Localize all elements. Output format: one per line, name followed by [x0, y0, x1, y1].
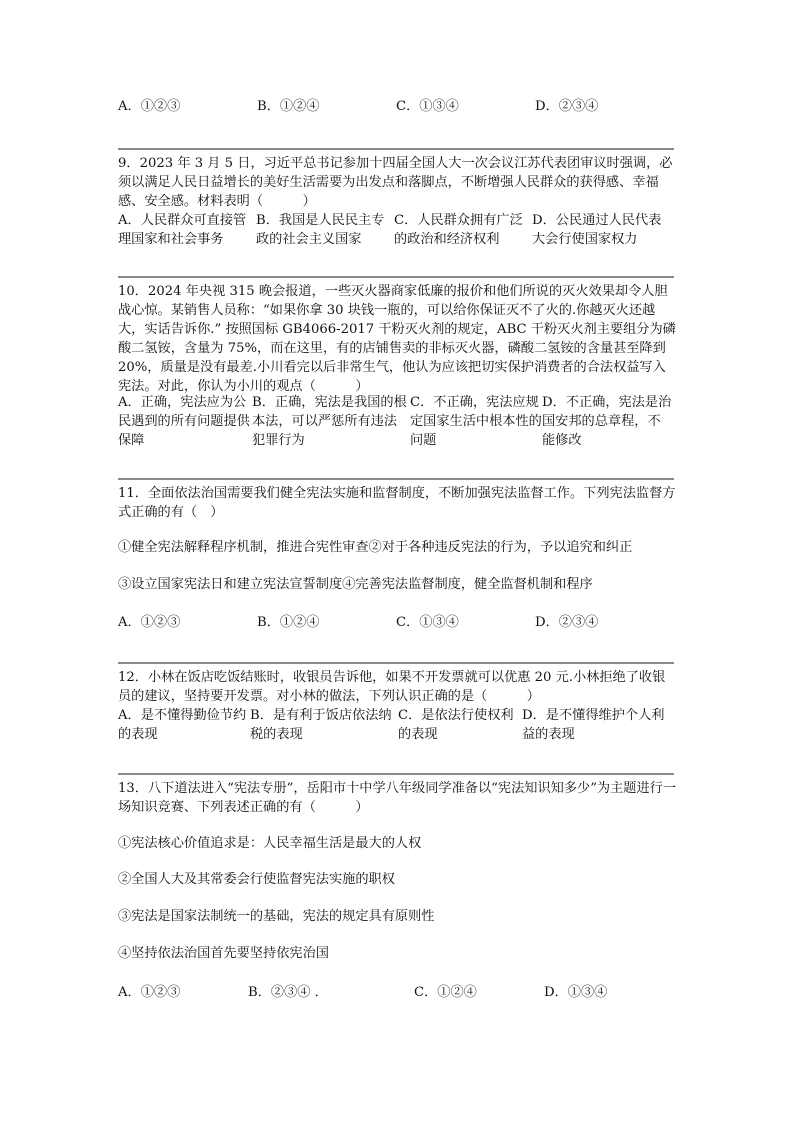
q13-item-2: ②全国人大及其常委会行使监督宪法实施的职权 — [118, 872, 395, 887]
q10-option-a[interactable]: A．正确，宪法应为公民遇到的所有问题提供保障 — [118, 395, 250, 448]
q13-item-4: ④坚持依法治国首先要坚持依宪治国 — [118, 946, 329, 961]
q11-item-1: ①健全宪法解释程序机制，推进合宪性审查②对于各种违反宪法的行为，予以追究和纠正 — [118, 540, 633, 555]
q8-options — [118, 97, 674, 116]
q13-option-a[interactable]: A．①②③ — [118, 985, 181, 1000]
divider — [118, 478, 674, 480]
q13-option-c[interactable]: C．①②④ — [414, 985, 477, 1000]
divider — [118, 148, 674, 150]
divider — [118, 773, 674, 775]
q13-options — [118, 983, 654, 1002]
q9-option-a[interactable]: A．人民群众可直接管理国家和社会事务 — [118, 213, 247, 247]
q9-option-b[interactable]: B．我国是人民民主专政的社会主义国家 — [256, 213, 385, 247]
divider — [118, 662, 674, 664]
q10-option-d[interactable]: D．不正确，宪法是治国安邦的总章程，不能修改 — [542, 395, 672, 448]
q12-option-c[interactable]: C．是依法行使权利的表现 — [398, 708, 514, 742]
q8-option-c[interactable]: C．①③④ — [396, 99, 459, 114]
q8-option-a[interactable]: A．①②③ — [118, 99, 181, 114]
q11-option-d[interactable]: D．②③④ — [535, 615, 599, 630]
q12-stem: 12．小林在饭店吃饭结账时，收银员告诉他，如果不开发票就可以优惠 20 元.小林拒绝了收银员的建议，坚持要开发票。对小林的做法，下列认识正确的是（ ） — [118, 670, 666, 704]
q9-option-c[interactable]: C．人民群众拥有广泛的政治和经济权利 — [394, 213, 523, 247]
q11-option-a[interactable]: A．①②③ — [118, 615, 181, 630]
q10-stem: 10．2024 年央视 315 晚会报道，一些灭火器商家低廉的报价和他们所说的灭火效果却令人胆战心惊。某销售人员称：“如果你拿 30 块钱一瓶的，可以给你保证灭不了火的.你越灭火还越大，实话告诉你.” 按照国标 GB4066-2017 干粉灭火剂的规定，ABC 干粉灭火剂主要组分为磷酸二氢铵，含量为 75%，而在这里，有的店铺售卖的非标灭火器，磷酸二氢铵的含量甚至降到 20%，质量是没有最差.小川看完以后非常生气，他认为应该把切实保护消费者的合法权益写入宪法。对此，你认为小川的观点（ ） — [118, 284, 676, 394]
q11-options — [118, 613, 674, 632]
q13-item-1: ①宪法核心价值追求是：人民幸福生活是最大的人权 — [118, 836, 422, 851]
q9-options — [118, 211, 672, 249]
q11-option-b[interactable]: B．①②④ — [257, 615, 320, 630]
q8-option-d[interactable]: D．②③④ — [535, 99, 599, 114]
q11-option-c[interactable]: C．①③④ — [396, 615, 459, 630]
q13-stem: 13．八下道法进入“宪法专册”，岳阳市十中学八年级同学准备以“宪法知识知多少”为主题进行一场知识竞赛、下列表述正确的有（ ） — [118, 781, 677, 815]
q13-option-d[interactable]: D．①③④ — [544, 985, 608, 1000]
q13-option-b[interactable]: B．②③④ ． — [248, 985, 328, 1000]
q9-stem: 9．2023 年 3 月 5 日，习近平总书记参加十四届全国人大一次会议江苏代表团审议时强调，必须以满足人民日益增长的美好生活需要为出发点和落脚点，不断增强人民群众的获得感、幸福感、安全感。材料表明（ ） — [118, 156, 673, 209]
q12-option-d[interactable]: D．是不懂得维护个人利益的表现 — [522, 708, 665, 742]
q12-option-b[interactable]: B．是有利于饭店依法纳税的表现 — [250, 708, 392, 742]
divider — [118, 276, 674, 278]
q12-options — [118, 706, 672, 744]
q12-option-a[interactable]: A．是不懂得勤俭节约的表现 — [118, 708, 247, 742]
q10-options — [118, 393, 672, 450]
q11-item-2: ③设立国家宪法日和建立宪法宣誓制度④完善宪法监督制度，健全监督机制和程序 — [118, 577, 593, 592]
q8-option-b[interactable]: B．①②④ — [257, 99, 320, 114]
q10-option-c[interactable]: C．不正确，宪法应规定国家生活中根本性的问题 — [410, 395, 542, 448]
q13-item-3: ③宪法是国家法制统一的基础，宪法的规定具有原则性 — [118, 909, 435, 924]
q10-option-b[interactable]: B．正确，宪法是我国的根本法，可以严惩所有违法犯罪行为 — [252, 395, 407, 448]
q11-stem: 11．全面依法治国需要我们健全宪法实施和监督制度，不断加强宪法监督工作。下列宪法监督方式正确的有（ ） — [118, 486, 676, 520]
q9-option-d[interactable]: D．公民通过人民代表大会行使国家权力 — [532, 213, 662, 247]
